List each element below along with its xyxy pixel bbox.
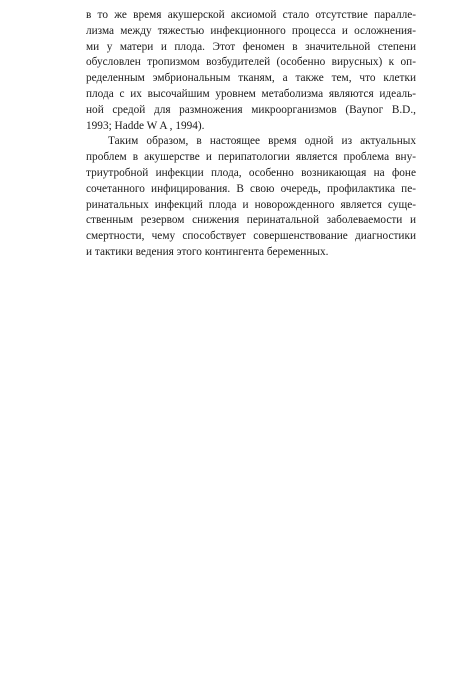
text-line: смертности, чему способствует совершенствование диагностики bbox=[86, 230, 416, 243]
text-line: Таким образом, в настоящее время одной из актуальных bbox=[108, 135, 416, 148]
text-line: триутробной инфекции плода, особенно возникающая на фоне bbox=[86, 166, 416, 179]
paragraph-1 bbox=[86, 8, 416, 134]
paragraph-2 bbox=[86, 134, 416, 260]
body-text bbox=[86, 8, 416, 261]
text-line: лизма между тяжестью инфекционного процесса и осложнения- bbox=[86, 24, 416, 37]
text-line: ственным резервом снижения перинатальной заболеваемости и bbox=[86, 214, 416, 227]
text-line: и тактики ведения этого контингента беременных. bbox=[86, 245, 329, 258]
text-line: проблем в акушерстве и перипатологии является проблема вну- bbox=[86, 151, 416, 164]
text-line: ми у матери и плода. Этот феномен в значительной степени bbox=[86, 40, 416, 53]
text-line: ринатальных инфекций плода и новорожденного является суще- bbox=[86, 198, 416, 211]
text-line: ределенным эмбриональным тканям, а также тем, что клетки bbox=[86, 72, 416, 85]
text-line: в то же время акушерской аксиомой стало отсутствие паралле- bbox=[86, 9, 416, 21]
text-line: 1993; Hadde W A , 1994). bbox=[86, 119, 205, 132]
text-line: плода с их высочайшим уровнем метаболизма являются идеаль- bbox=[86, 87, 416, 100]
text-line: сочетанного инфицирования. В свою очередь, профилактика пе- bbox=[86, 182, 416, 195]
text-line: обусловлен тропизмом возбудителей (особенно вирусных) к оп- bbox=[86, 56, 416, 69]
text-line: ной средой для размножения микроорганизмов (Bаynог B.D., bbox=[86, 103, 416, 116]
